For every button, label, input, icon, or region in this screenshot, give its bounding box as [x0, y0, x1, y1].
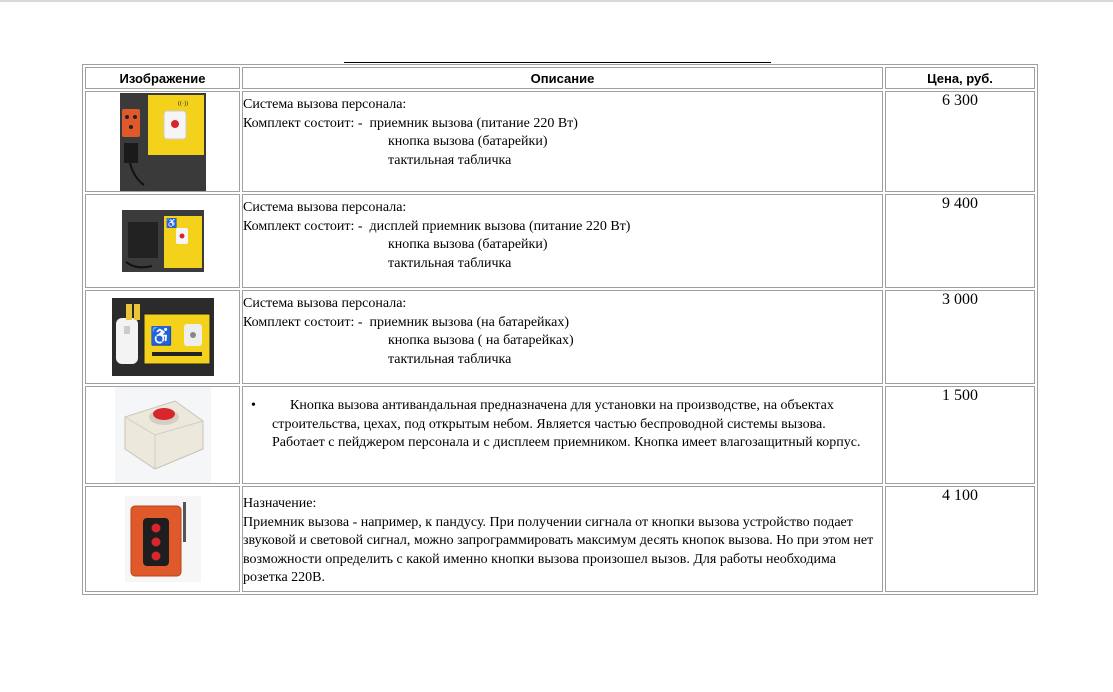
description-title: Система вызова персонала: [243, 296, 407, 311]
description-text: Приемник вызова - например, к пандусу. При получении сигнала от кнопки вызова устройство подает звуковой и световой сигнал, можно запрограммировать максимум десять кнопок вызова. Но при этом нет возможности определить с какой именно кнопки вызова произошел вызов. Для работы необходима розетка 220В. [243, 514, 874, 585]
image-cell [85, 194, 240, 288]
header-description: Описание [242, 67, 883, 89]
image-cell [85, 91, 240, 192]
header-row [85, 67, 1035, 89]
description-cell [242, 386, 883, 484]
bullet-item [243, 397, 882, 453]
svg-text:((·)): ((·)) [177, 100, 188, 107]
description-line: кнопка вызова (батарейки) [388, 237, 548, 252]
price-cell: 6 300 [885, 91, 1035, 192]
image-cell [85, 290, 240, 384]
description-cell [242, 290, 883, 384]
top-border [0, 0, 1113, 2]
image-cell [85, 386, 240, 484]
price-cell: 4 100 [885, 486, 1035, 592]
header-price: Цена, руб. [885, 67, 1035, 89]
bullet-text: Кнопка вызова антивандальная предназначена для установки на производстве, на объектах строительства, цехах, под открытым небом. Является частью беспроводной системы вызова. Работает с пейджером персонала и с дисплеем приемником. Кнопка имеет влагозащитный корпус. [272, 398, 861, 450]
description-line: Комплект состоит: - приемник вызова (на батарейках) [243, 314, 569, 330]
bullet-icon: • [251, 398, 256, 413]
header-image: Изображение [85, 67, 240, 89]
description-cell [242, 91, 883, 192]
description-cell [242, 194, 883, 288]
product-table [82, 64, 1038, 595]
price-cell: 1 500 [885, 386, 1035, 484]
svg-text:♿: ♿ [165, 218, 177, 228]
description-line: тактильная табличка [388, 351, 512, 367]
table-row [85, 386, 1035, 484]
description-line: тактильная табличка [388, 152, 512, 168]
description-title: Система вызова персонала: [243, 200, 407, 215]
table-row [85, 194, 1035, 288]
description-line: тактильная табличка [388, 255, 512, 271]
table-row [85, 486, 1035, 592]
description-line: кнопка вызова (батарейки) [388, 134, 548, 149]
call-system-kit-photo-icon [120, 93, 206, 191]
table-row [85, 91, 1035, 192]
description-title: Система вызова персонала: [243, 97, 407, 112]
price-cell: 9 400 [885, 194, 1035, 288]
price-cell: 3 000 [885, 290, 1035, 384]
description-line: Комплект состоит: - дисплей приемник вызова (питание 220 Вт) [243, 218, 631, 234]
image-cell [85, 486, 240, 592]
description-title: Назначение: [243, 496, 317, 511]
description-line: кнопка вызова ( на батарейках) [388, 333, 574, 348]
call-receiver-photo-icon [125, 496, 201, 582]
vandal-proof-button-photo-icon [115, 387, 211, 483]
table-row [85, 290, 1035, 384]
description-line: Комплект состоит: - приемник вызова (питание 220 Вт) [243, 115, 578, 131]
description-cell [242, 486, 883, 592]
display-call-system-photo-icon [122, 210, 204, 272]
battery-call-system-photo-icon [112, 298, 214, 376]
header-rule [344, 62, 771, 63]
svg-text:♿: ♿ [149, 326, 172, 346]
